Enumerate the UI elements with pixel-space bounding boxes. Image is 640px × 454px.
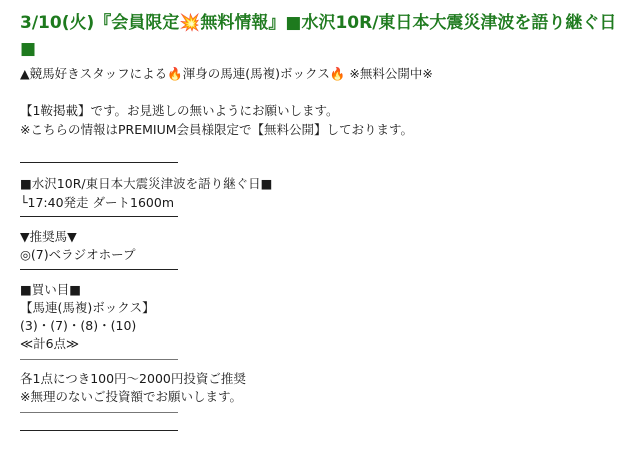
bet-numbers: (3)・(7)・(8)・(10) [20, 318, 137, 333]
fire-icon: 🔥 [329, 66, 346, 81]
intro-part-1: ▲競馬好きスタッフによる [20, 66, 168, 81]
intro-part-3: ※無料公開中※ [345, 66, 433, 81]
divider [20, 359, 178, 360]
title-part-1: 3/10(火)『会員限定 [20, 13, 180, 33]
divider [20, 216, 178, 217]
intro-part-2: 渾身の馬連(馬複)ボックス [182, 66, 330, 81]
intro-line [20, 65, 433, 83]
race-detail: └17:40発走 ダート1600m [20, 195, 175, 210]
divider [20, 269, 178, 270]
divider [20, 412, 178, 413]
article-title [20, 10, 624, 62]
notice-line-1: 【1鞍掲載】です。お見逃しの無いようにお願いします。 [20, 103, 339, 118]
bet-type: 【馬連(馬複)ボックス】 [20, 300, 155, 315]
divider [20, 430, 178, 431]
bet-total: ≪計6点≫ [20, 336, 80, 351]
title-part-3: ■ [20, 39, 37, 59]
buy-heading: ■買い目■ [20, 282, 82, 297]
notice-line-2: ※こちらの情報はPREMIUM会員様限定で【無料公開】しております。 [20, 122, 414, 137]
advice-line-2: ※無理のないご投資額でお願いします。 [20, 389, 242, 404]
recommend-heading: ▼推奨馬▼ [20, 229, 77, 244]
advice-line-1: 各1点につき100円〜2000円投資ご推奨 [20, 371, 246, 386]
race-name: ■水沢10R/東日本大震災津波を語り継ぐ日■ [20, 176, 273, 191]
title-part-2: 無料情報』■水沢10R/東日本大震災津波を語り継ぐ日 [200, 13, 617, 33]
fire-icon: 🔥 [167, 66, 183, 81]
sparkle-icon: 💥 [179, 13, 201, 33]
recommend-horse: ◎(7)ベラジオホープ [20, 247, 136, 262]
divider [20, 162, 178, 163]
